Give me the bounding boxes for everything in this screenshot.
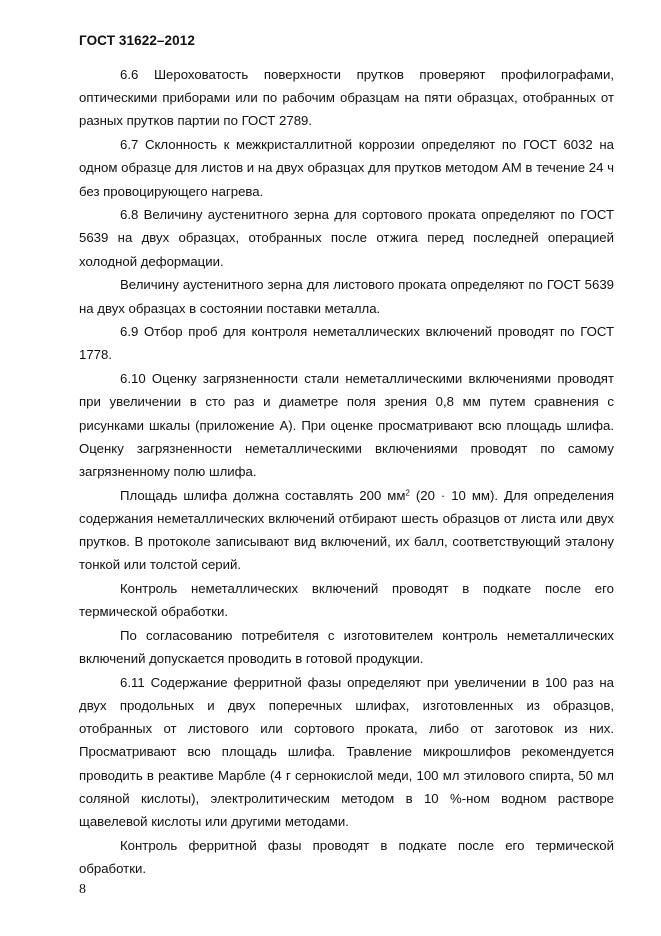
paragraph-section-area [79,484,614,577]
paragraph-6-7: 6.7 Склонность к межкристаллитной коррозии определяют по ГОСТ 6032 на одном образце для листов и на двух образцах для прутков методом АМ в течение 24 ч без провоцирующего нагрева. [79,137,614,199]
section-area-text-end: (20 · 10 мм). Для определения содержания неметаллических включений отбирают шесть образцов от листа или двух прутков. В протоколе записывают вид включений, их балл, соответствующий эталону тонкой или толстой серий. [79,487,615,573]
paragraph-ferrite-control: Контроль ферритной фазы проводят в подкате после его термической обработки. [79,837,614,876]
paragraph-6-10: 6.10 Оценку загрязненности стали неметаллическими включениями проводят при увеличении в сто раз и диаметре поля зрения 0,8 мм путем сравнения с рисунками шкалы (приложение А). При оценке просматривают всю площадь шлифа. Оценку загрязненности неметаллическими включениями проводят по самому загрязненному полю шлифа. [79,371,614,479]
paragraph-6-11: 6.11 Содержание ферритной фазы определяют при увеличении в 100 раз на двух продольных и двух поперечных шлифах, изготовленных из образцов, отобранных от листового или сортового проката, либо от заготовок из них. Просматривают всю площадь шлифа. Травление микрошлифов рекомендуется проводить в реактиве Марбле (4 г сернокислой меди, 100 мл этилового спирта, 50 мл соляной кислоты), электролитическим методом в 10 %-ном водном растворе щавелевой кислоты или другими методами. [79,674,614,829]
paragraph-6-6: 6.6 Шероховатость поверхности прутков проверяют профилографами, оптическими приборами или по рабочим образцам на пяти образцах, отобранных от разных прутков партии по ГОСТ 2789. [79,67,614,129]
page-number: 8 [79,882,86,897]
paragraph-6-8: 6.8 Величину аустенитного зерна для сортового проката определяют по ГОСТ 5639 на двух образцах, отобранных после отжига перед последней операцией холодной деформации. [79,207,614,269]
document-header: ГОСТ 31622–2012 [79,33,195,48]
paragraph-inclusion-control: Контроль неметаллических включений проводят в подкате после его термической обработки. [79,580,614,620]
document-body [79,63,614,880]
paragraph-agreement: По согласованию потребителя с изготовителем контроль неметаллических включений допускается проводить в готовой продукции. [79,627,614,667]
paragraph-6-9: 6.9 Отбор проб для контроля неметаллических включений проводят по ГОСТ 1778. [79,324,614,363]
paragraph-grain-sheet: Величину аустенитного зерна для листового проката определяют по ГОСТ 5639 на двух образцах в состоянии поставки металла. [79,277,614,316]
area-unit-superscript: 2 [405,488,410,498]
section-area-text-start: Площадь шлифа должна составлять 200 мм [120,487,406,503]
